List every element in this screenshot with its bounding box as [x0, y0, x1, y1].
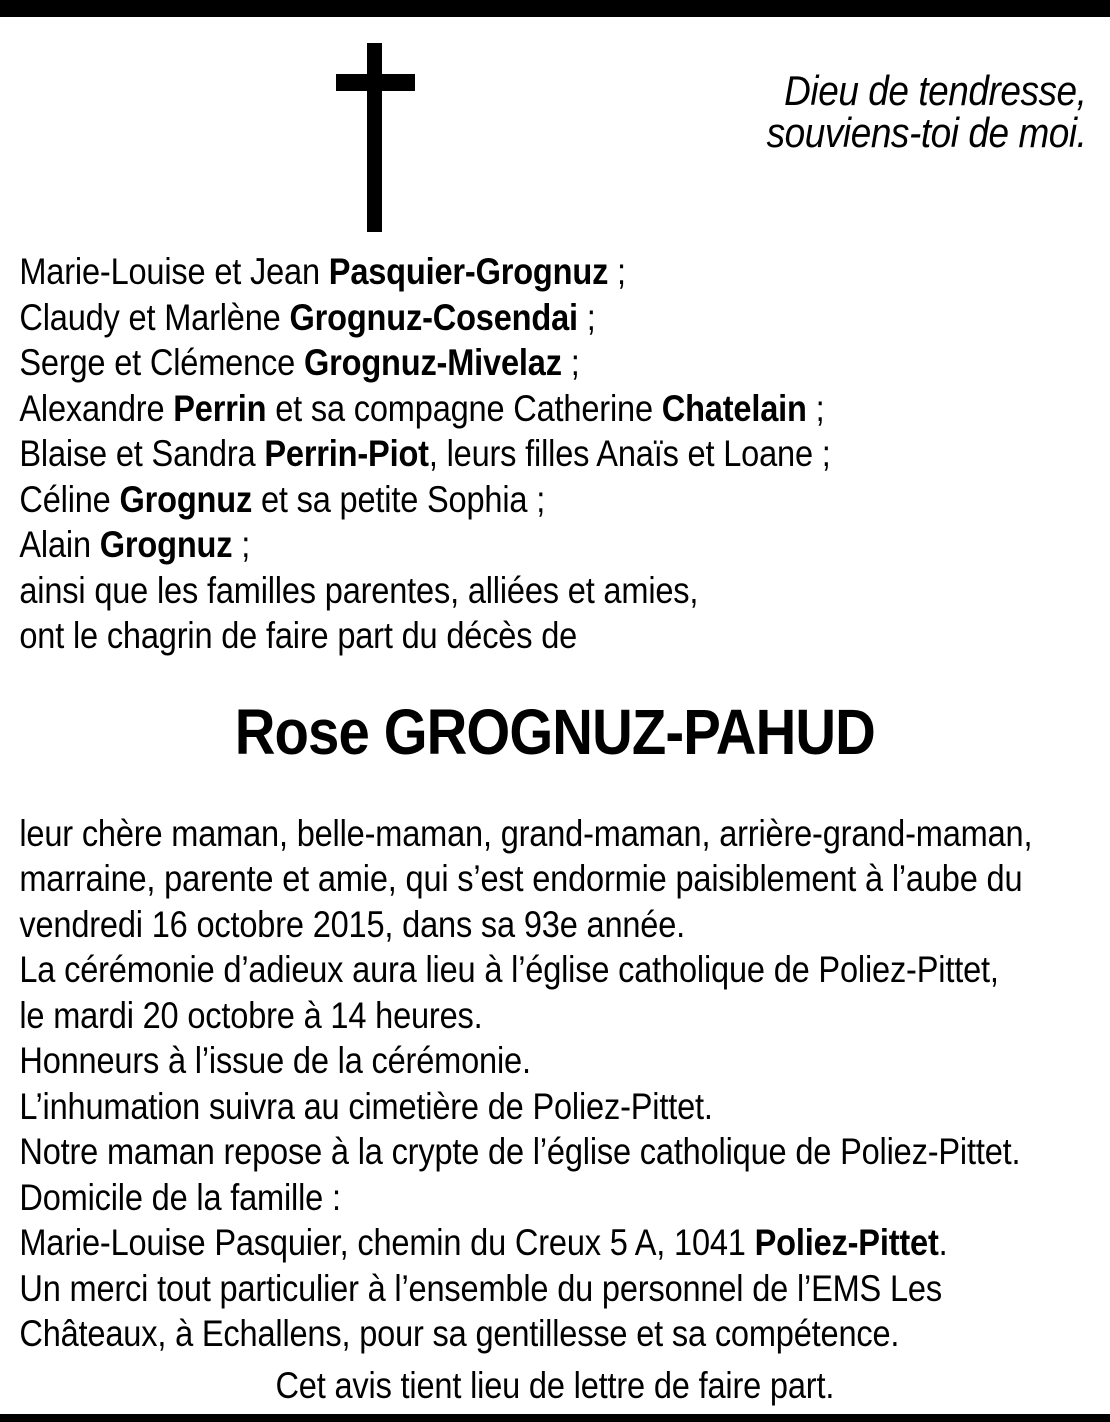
- family-names-list: [19, 249, 1090, 659]
- text-segment: ;: [608, 251, 626, 292]
- text-segment: Domicile de la famille :: [19, 1176, 341, 1218]
- bold-name-segment: Chatelain: [661, 387, 807, 429]
- bottom-border-bar: [0, 1414, 1110, 1422]
- text-segment: Notre maman repose à la crypte de l’église catholique de Poliez-Pittet.: [19, 1131, 1021, 1172]
- bold-name-segment: Perrin: [173, 387, 267, 429]
- closing-line: Cet avis tient lieu de lettre de faire part.: [275, 1364, 835, 1406]
- text-line: [19, 249, 1090, 295]
- text-segment: L’inhumation suivra au cimetière de Poliez-Pittet.: [19, 1085, 713, 1127]
- text-line: [19, 613, 1090, 659]
- quote-line-2: souviens-toi de moi.: [767, 109, 1087, 156]
- text-segment: Alain: [19, 524, 100, 565]
- bold-name-segment: Grognuz-Mivelaz: [303, 342, 562, 383]
- text-line: [19, 522, 1090, 568]
- bold-name-segment: Poliez-Pittet: [754, 1222, 939, 1263]
- cross-vertical-bar: [367, 43, 382, 232]
- text-segment: , leurs filles Anaïs et Loane ;: [428, 433, 831, 474]
- text-segment: ;: [232, 524, 251, 565]
- deceased-name: Rose GROGNUZ-PAHUD: [234, 695, 875, 768]
- cross-horizontal-bar: [336, 74, 415, 91]
- bold-name-segment: Grognuz: [119, 478, 253, 520]
- text-segment: Céline: [19, 478, 120, 520]
- text-segment: Marie-Louise et Jean: [19, 251, 329, 292]
- text-segment: leur chère maman, belle-maman, grand-maman, arrière-grand-maman,: [19, 812, 1033, 854]
- bold-name-segment: Grognuz: [99, 524, 233, 565]
- text-segment: le mardi 20 octobre à 14 heures.: [19, 994, 483, 1036]
- text-line: [19, 386, 1090, 432]
- text-line: [19, 1220, 1090, 1266]
- top-border-bar: [0, 0, 1110, 17]
- text-line: [19, 295, 1090, 341]
- text-segment: ;: [561, 342, 580, 383]
- text-segment: Un merci tout particulier à l’ensemble du personnel de l’EMS Les: [19, 1267, 942, 1309]
- text-segment: vendredi 16 octobre 2015, dans sa 93e année.: [19, 903, 686, 945]
- bold-name-segment: Grognuz-Cosendai: [289, 296, 578, 338]
- text-segment: La cérémonie d’adieux aura lieu à l’église catholique de Poliez-Pittet,: [19, 949, 999, 990]
- text-line: [19, 477, 1090, 523]
- text-line: [19, 1038, 1090, 1084]
- text-line: [19, 811, 1090, 857]
- religious-quote: [767, 67, 1087, 156]
- text-segment: ainsi que les familles parentes, alliées et amies,: [19, 569, 699, 611]
- text-segment: ;: [806, 387, 825, 429]
- text-segment: Marie-Louise Pasquier, chemin du Creux 5 A, 1041: [19, 1222, 755, 1263]
- text-segment: .: [938, 1222, 948, 1263]
- text-segment: et sa petite Sophia ;: [252, 478, 546, 520]
- text-segment: Châteaux, à Echallens, pour sa gentillesse et sa compétence.: [19, 1313, 900, 1354]
- text-line: [19, 568, 1090, 614]
- text-segment: Claudy et Marlène: [19, 296, 290, 338]
- text-line: [19, 1129, 1090, 1175]
- notice-body: [19, 811, 1090, 1357]
- text-line: [19, 1311, 1090, 1357]
- bold-name-segment: Pasquier-Grognuz: [328, 251, 609, 292]
- text-segment: et sa compagne Catherine: [266, 387, 662, 429]
- text-line: [19, 993, 1090, 1039]
- text-segment: Blaise et Sandra: [19, 433, 265, 474]
- text-segment: Serge et Clémence: [19, 342, 304, 383]
- text-line: [19, 431, 1090, 477]
- text-line: [19, 1175, 1090, 1221]
- text-line: [19, 1266, 1090, 1312]
- text-line: [19, 340, 1090, 386]
- text-segment: Honneurs à l’issue de la cérémonie.: [19, 1040, 531, 1081]
- text-segment: marraine, parente et amie, qui s’est endormie paisiblement à l’aube du: [19, 858, 1023, 899]
- text-segment: Alexandre: [19, 387, 174, 429]
- text-segment: ont le chagrin de faire part du décès de: [19, 615, 578, 656]
- text-line: [19, 947, 1090, 993]
- quote-line-1: Dieu de tendresse,: [784, 67, 1087, 114]
- text-line: [19, 902, 1090, 948]
- text-segment: ;: [577, 296, 596, 338]
- text-line: [19, 856, 1090, 902]
- notice-content: [0, 249, 1110, 1408]
- text-line: [19, 1084, 1090, 1130]
- bold-name-segment: Perrin-Piot: [264, 433, 429, 474]
